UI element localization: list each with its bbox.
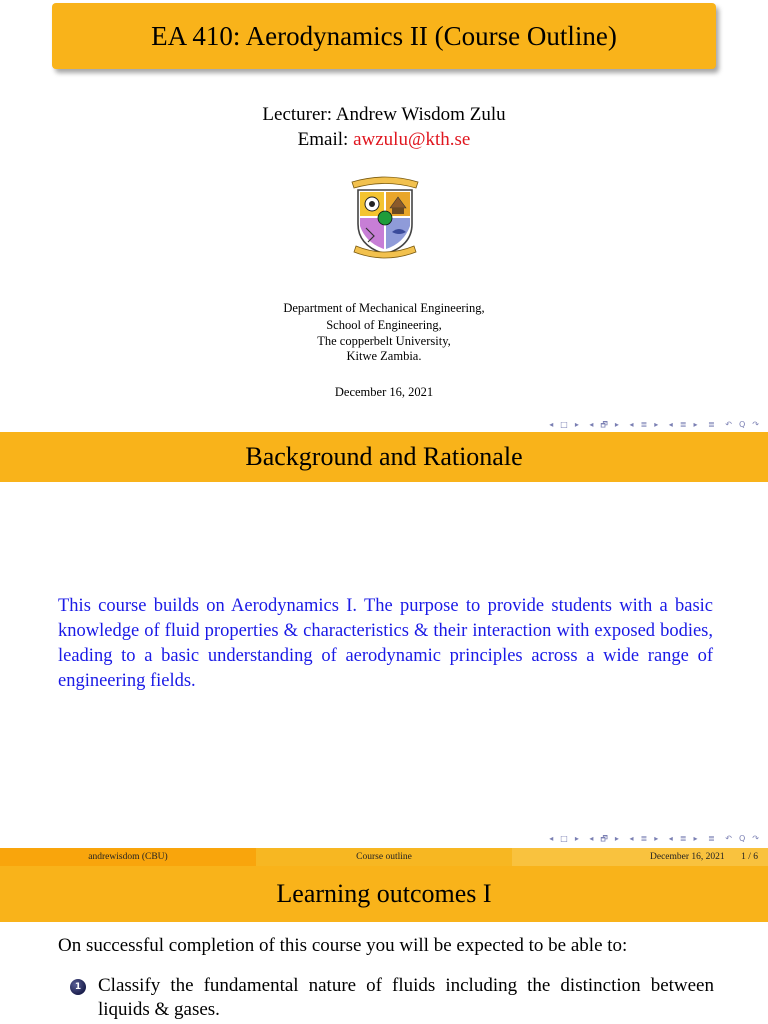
- nav-prev-section-icon[interactable]: ◂: [668, 834, 674, 843]
- email-line: [0, 128, 768, 152]
- frame-title: Learning outcomes I: [276, 879, 492, 908]
- beamer-navigation[interactable]: [543, 833, 760, 845]
- department-line: Kitwe Zambia.: [346, 349, 422, 363]
- nav-next-slide-icon[interactable]: ▸: [574, 834, 580, 843]
- nav-prev-subsection-icon[interactable]: ◂: [629, 834, 635, 843]
- nav-next-section-icon[interactable]: ▸: [693, 420, 699, 429]
- nav-forward-icon[interactable]: ↷: [752, 834, 760, 843]
- nav-prev-section-icon[interactable]: ◂: [668, 420, 674, 429]
- nav-next-subsection-icon[interactable]: ▸: [654, 834, 660, 843]
- footer-author: andrewisdom (CBU): [0, 848, 256, 866]
- nav-outline-icon[interactable]: ≣: [708, 834, 716, 843]
- nav-section-icon[interactable]: ≣: [679, 834, 688, 843]
- email-label: Email:: [297, 129, 354, 150]
- nav-search-icon[interactable]: Q: [739, 420, 747, 429]
- background-slide: [0, 432, 768, 866]
- lecturer-name: Lecturer: Andrew Wisdom Zulu: [262, 104, 506, 125]
- nav-next-slide-icon[interactable]: ▸: [574, 420, 580, 429]
- footer-title: Course outline: [256, 848, 512, 866]
- nav-next-frame-icon[interactable]: ▸: [614, 834, 620, 843]
- title-slide: [0, 0, 768, 432]
- frame-title-bar: [0, 432, 768, 482]
- nav-subsection-icon[interactable]: ≣: [640, 420, 649, 429]
- list-item: [72, 974, 714, 1022]
- outcomes-intro: On successful completion of this course you will be expected to be able to:: [58, 935, 628, 956]
- nav-search-icon[interactable]: Q: [739, 834, 747, 843]
- nav-prev-slide-icon[interactable]: ◂: [549, 834, 555, 843]
- nav-forward-icon[interactable]: ↷: [752, 420, 760, 429]
- frame-title-bar: [0, 866, 768, 922]
- beamer-navigation[interactable]: [543, 419, 760, 431]
- nav-frame-icon[interactable]: 🗗: [600, 420, 609, 429]
- footer-right: [512, 848, 768, 866]
- nav-slide-icon[interactable]: □: [560, 420, 569, 429]
- nav-next-subsection-icon[interactable]: ▸: [654, 420, 660, 429]
- nav-back-icon[interactable]: ↶: [725, 834, 733, 843]
- slide-title: EA 410: Aerodynamics II (Course Outline): [151, 20, 617, 51]
- slide-title-box: [52, 3, 716, 69]
- list-item-text: Classify the fundamental nature of fluids including the distinction between liquids & gases.: [98, 975, 714, 1020]
- frame-title: Background and Rationale: [245, 442, 523, 471]
- department-line: School of Engineering,: [326, 318, 442, 332]
- nav-next-section-icon[interactable]: ▸: [693, 834, 699, 843]
- footer-page-number: 1 / 6: [741, 852, 758, 862]
- nav-section-icon[interactable]: ≣: [679, 420, 688, 429]
- nav-back-icon[interactable]: ↶: [725, 420, 733, 429]
- footer-date: December 16, 2021: [650, 852, 725, 862]
- presentation-date: December 16, 2021: [334, 385, 434, 399]
- email-link[interactable]: awzulu@kth.se: [353, 129, 471, 150]
- nav-subsection-icon[interactable]: ≣: [640, 834, 649, 843]
- rationale-text: This course builds on Aerodynamics I. The purpose to provide students with a basic knowledge of fluid properties & characteristics & their interaction with exposed bodies, leading to a basic understanding of aerodynamic principles across a wide range of engineering fields.: [58, 596, 713, 691]
- nav-prev-frame-icon[interactable]: ◂: [589, 834, 595, 843]
- nav-prev-subsection-icon[interactable]: ◂: [629, 420, 635, 429]
- nav-prev-slide-icon[interactable]: ◂: [549, 420, 555, 429]
- learning-outcomes-slide: [0, 866, 768, 1024]
- nav-outline-icon[interactable]: ≣: [708, 420, 716, 429]
- nav-frame-icon[interactable]: 🗗: [600, 834, 609, 843]
- slide-footer: [0, 848, 768, 866]
- nav-next-frame-icon[interactable]: ▸: [614, 420, 620, 429]
- nav-slide-icon[interactable]: □: [560, 834, 569, 843]
- enumerate-number-icon: 1: [70, 979, 86, 995]
- university-logo: [344, 170, 426, 262]
- department-line: Department of Mechanical Engineering,: [283, 301, 485, 315]
- nav-prev-frame-icon[interactable]: ◂: [589, 420, 595, 429]
- department-line: The copperbelt University,: [317, 334, 451, 348]
